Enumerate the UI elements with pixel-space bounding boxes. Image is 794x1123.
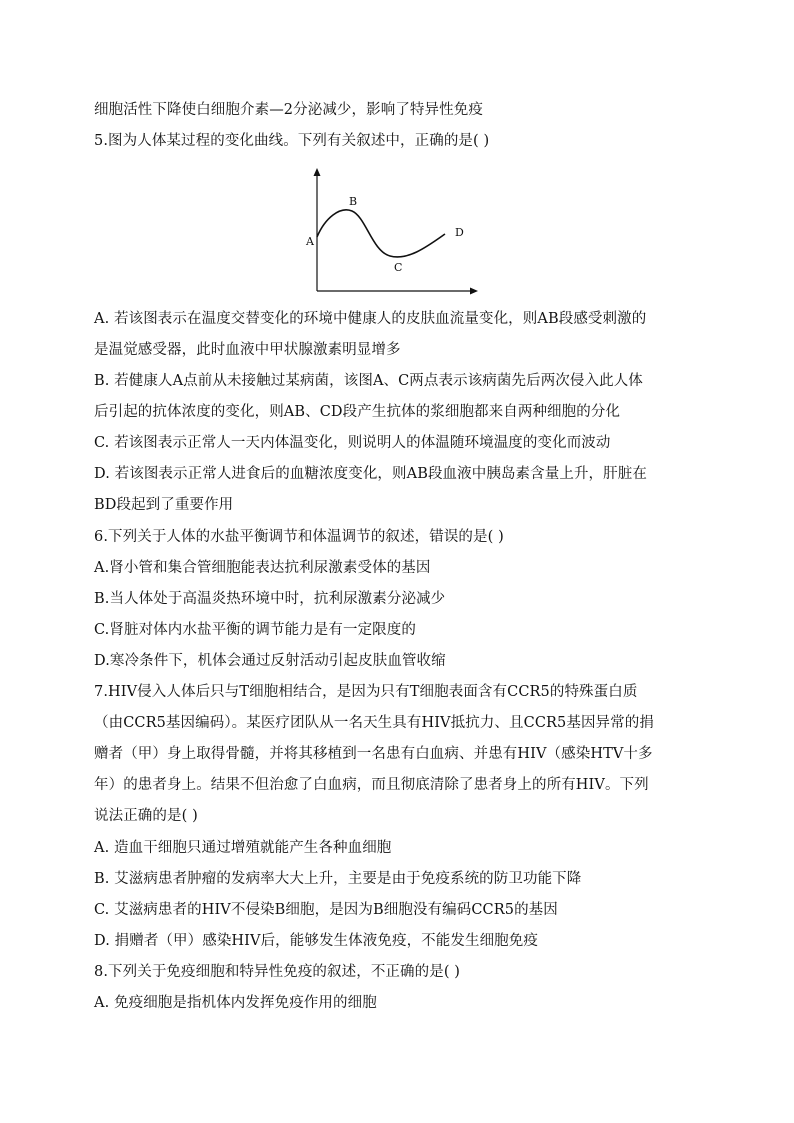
- question-6-option-c: C.肾脏对体内水盐平衡的调节能力是有一定限度的: [94, 622, 416, 638]
- question-8-stem: 8.下列关于免疫细胞和特异性免疫的叙述，不正确的是( ): [94, 964, 461, 980]
- question-7-stem-2: （由CCR5基因编码）。某医疗团队从一名天生具有HIV抵抗力、且CCR5基因异常的捐: [94, 715, 654, 731]
- question-8-option-a: A. 免疫细胞是指机体内发挥免疫作用的细胞: [94, 995, 377, 1011]
- question-6-option-d: D.寒冷条件下，机体会通过反射活动引起皮肤血管收缩: [94, 653, 446, 669]
- question-6-stem: 6.下列关于人体的水盐平衡调节和体温调节的叙述，错误的是( ): [94, 529, 504, 545]
- x-axis-arrow: [470, 288, 478, 295]
- question-7-option-d: D. 捐赠者（甲）感染HIV后，能够发生体液免疫，不能发生细胞免疫: [94, 933, 538, 949]
- point-label-b: B: [349, 195, 358, 208]
- question-7-stem: 7.HIV侵入人体后只与T细胞相结合，是因为只有T细胞表面含有CCR5的特殊蛋白质: [94, 684, 638, 700]
- question-6-option-a: A.肾小管和集合管细胞能表达抗利尿激素受体的基因: [94, 560, 431, 576]
- text-line-prev-continuation: 细胞活性下降使白细胞介素—2分泌减少，影响了特异性免疫: [94, 102, 483, 118]
- point-label-a: A: [306, 235, 314, 248]
- question-7-stem-5: 说法正确的是( ): [94, 808, 198, 824]
- question-5-option-d: D. 若该图表示正常人进食后的血糖浓度变化，则AB段血液中胰岛素含量上升，肝脏在: [94, 466, 647, 482]
- curve-figure: [300, 166, 480, 296]
- question-5-option-a-cont: 是温觉感受器，此时血液中甲状腺激素明显增多: [94, 342, 401, 358]
- question-5-option-b-cont: 后引起的抗体浓度的变化，则AB、CD段产生抗体的浆细胞都来自两种细胞的分化: [94, 404, 621, 420]
- question-5-option-b: B. 若健康人A点前从未接触过某病菌，该图A、C两点表示该病菌先后两次侵入此人体: [94, 373, 643, 389]
- question-7-option-c: C. 艾滋病患者的HIV不侵染B细胞，是因为B细胞没有编码CCR5的基因: [94, 902, 558, 918]
- point-label-c: C: [394, 261, 403, 274]
- question-5-stem: 5.图为人体某过程的变化曲线。下列有关叙述中，正确的是( ): [94, 133, 490, 149]
- point-label-d: D: [455, 226, 464, 239]
- curve-line: [317, 210, 445, 257]
- question-7-option-a: A. 造血干细胞只通过增殖就能产生各种血细胞: [94, 840, 392, 856]
- question-7-stem-4: 年）的患者身上。结果不但治愈了白血病，而且彻底清除了患者身上的所有HIV。下列: [94, 777, 649, 793]
- question-5-option-d-cont: BD段起到了重要作用: [94, 497, 234, 513]
- question-5-option-c: C. 若该图表示正常人一天内体温变化，则说明人的体温随环境温度的变化而波动: [94, 435, 611, 451]
- question-6-option-b: B.当人体处于高温炎热环境中时，抗利尿激素分泌减少: [94, 591, 446, 607]
- question-5-option-a: A. 若该图表示在温度交替变化的环境中健康人的皮肤血流量变化，则AB段感受刺激的: [94, 311, 647, 327]
- question-7-stem-3: 赠者（甲）身上取得骨髓，并将其移植到一名患有白血病、并患有HIV（感染HTV十多: [94, 746, 653, 762]
- y-axis-arrow: [314, 168, 321, 176]
- question-7-option-b: B. 艾滋病患者肿瘤的发病率大大上升，主要是由于免疫系统的防卫功能下降: [94, 871, 582, 887]
